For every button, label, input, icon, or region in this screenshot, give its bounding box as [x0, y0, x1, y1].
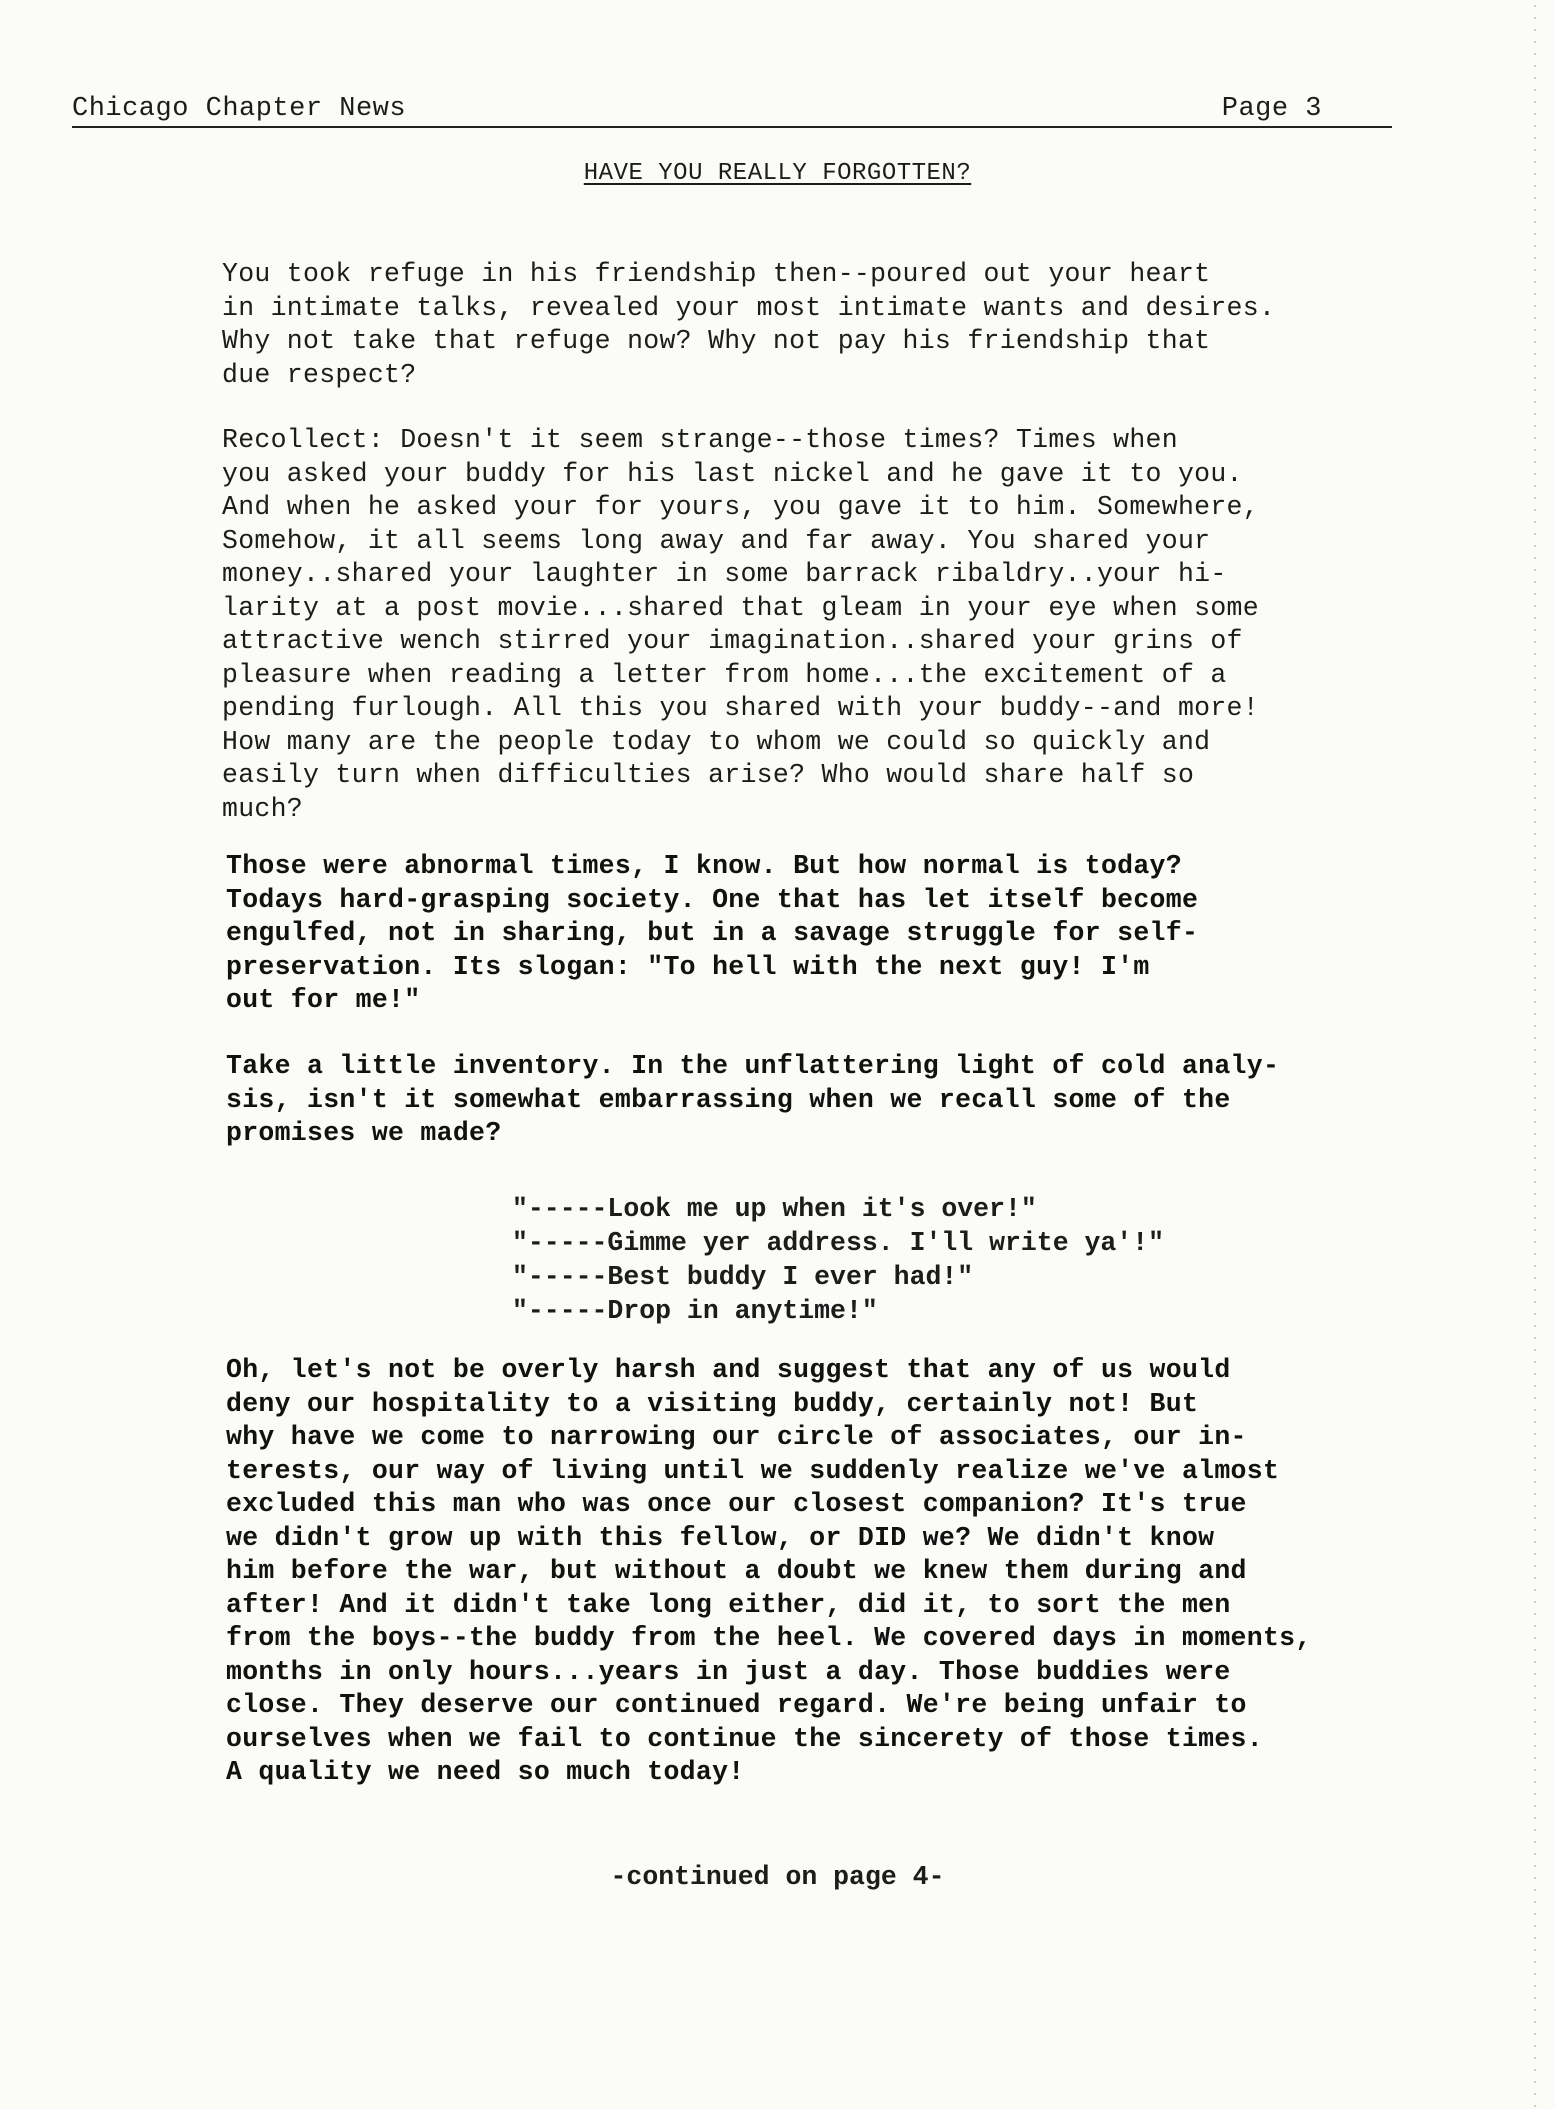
paragraph-5: Oh, let's not be overly harsh and suggest that any of us would deny our hospitality to a visiting buddy, certainly not! But why have we come to narrowing our circle of associates, our in- terests, our way of living until we suddenly realize we've almost excluded this man who was once our closest companion? It's true we didn't grow up with this fellow, or DID we? We didn't know him before the war, but without a doubt we knew them during and after! And it didn't take long either, did it, to sort the men from the boys--the buddy from the heel. We covered days in moments, months in only hours...years in just a day. Those buddies were close. They deserve our continued regard. We're being unfair to ourselves when we fail to continue the sincerety of those times. A quality we need so much today! — [226, 1355, 1312, 1787]
article-title: HAVE YOU REALLY FORGOTTEN? — [583, 160, 972, 187]
paragraph-4: Take a little inventory. In the unflattering light of cold analy- sis, isn't it somewhat embarrassing when we recall some of the promises we made? — [226, 1051, 1280, 1148]
paragraph-3: Those were abnormal times, I know. But how normal is today? Todays hard-grasping society. One that has let itself become engulfed, not in sharing, but in a savage struggle for self- preservation. Its slogan: "To hell with the next guy! I'm out for me!" — [226, 851, 1199, 1015]
quote-3: "-----Best buddy I ever had!" — [512, 1262, 974, 1292]
page-number: Page 3 — [1221, 94, 1322, 124]
publication-name: Chicago Chapter News — [72, 94, 407, 124]
perforation-edge — [1533, 0, 1537, 2109]
page-header — [72, 92, 1392, 128]
continued-notice: -continued on page 4- — [610, 1862, 945, 1892]
paragraph-2: Recollect: Doesn't it seem strange--those times? Times when you asked your buddy for his last nickel and he gave it to you. And when he asked your for yours, you gave it to him. Somewhere, Somehow, it all seems long away and far away. You shared your money..shared your laughter in some barrack ribaldry..your hi- larity at a post movie...shared that gleam in your eye when some attractive wench stirred your imagination..shared your grins of pleasure when reading a letter from home...the excitement of a pending furlough. All this you shared with your buddy--and more! How many are the people today to whom we could so quickly and easily turn when difficulties arise? Who would share half so much? — [222, 425, 1259, 824]
paragraph-1: You took refuge in his friendship then--poured out your heart in intimate talks, revealed your most intimate wants and desires. Why not take that refuge now? Why not pay his friendship that due respect? — [222, 259, 1276, 390]
quote-2: "-----Gimme yer address. I'll write ya'!" — [512, 1228, 1165, 1258]
quote-1: "-----Look me up when it's over!" — [512, 1194, 1037, 1224]
quote-4: "-----Drop in anytime!" — [512, 1296, 878, 1326]
